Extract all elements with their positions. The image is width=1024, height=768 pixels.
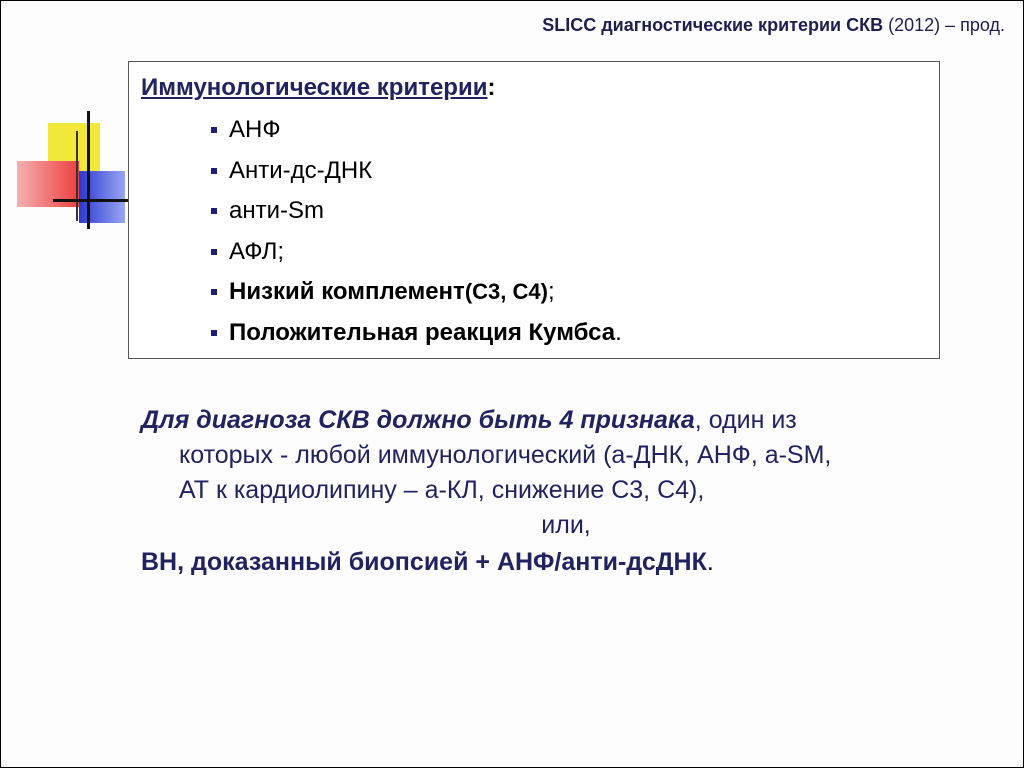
bullet-icon — [211, 289, 217, 295]
slide-title-rest: (2012) – прод. — [883, 15, 1005, 35]
logo-blue-square — [79, 171, 125, 223]
note-emphasis: Для диагноза СКВ должно быть 4 признака — [141, 406, 695, 434]
criteria-item-text: Положительная реакция Кумбса — [229, 318, 616, 346]
logo-thin-line — [76, 131, 78, 221]
slide-title — [542, 15, 1005, 36]
list-item — [211, 272, 622, 313]
bullet-icon — [211, 127, 217, 133]
note-line-1 — [141, 403, 961, 438]
list-item — [211, 110, 622, 151]
list-item — [211, 232, 622, 273]
criteria-item-text: анти-Sm — [229, 197, 324, 225]
criteria-item-tail: . — [615, 318, 622, 346]
criteria-item-text: Низкий комплемент — [229, 278, 465, 306]
criteria-item-subtext: (С3, С4) — [464, 279, 548, 305]
criteria-heading-text: Иммунологические критерии — [141, 74, 488, 101]
note-line-1-rest: , один из — [694, 406, 797, 434]
note-line-3: АТ к кардиолипину – а-КЛ, снижение С3, С4), — [179, 476, 705, 504]
bullet-icon — [211, 249, 217, 255]
logo-horizontal-line — [53, 199, 129, 202]
criteria-list — [211, 110, 622, 353]
list-item — [211, 313, 622, 354]
note-final-tail: . — [706, 548, 714, 576]
note-final-text: ВН, доказанный биопсией + АНФ/анти-дсДНК — [141, 548, 707, 576]
criteria-item-tail: ; — [547, 278, 555, 306]
bullet-icon — [211, 208, 217, 214]
criteria-item-text: АНФ — [229, 116, 281, 144]
diagnosis-note — [141, 403, 961, 580]
slide-title-bold: SLICC диагностические критерии СКВ — [542, 15, 884, 35]
logo-vertical-line — [87, 111, 90, 229]
criteria-heading-colon: : — [487, 74, 496, 101]
list-item — [211, 151, 622, 192]
criteria-item-text: Анти-дс-ДНК — [229, 156, 373, 184]
bullet-icon — [211, 168, 217, 174]
criteria-heading — [141, 74, 495, 102]
note-or: или, — [541, 511, 591, 539]
note-line-2: которых - любой иммунологический (а-ДНК, АНФ, а-SM, — [179, 441, 832, 469]
criteria-item-text: АФЛ; — [229, 237, 285, 265]
list-item — [211, 191, 622, 232]
note-final — [141, 545, 961, 580]
decorative-logo-icon — [1, 1, 141, 241]
bullet-icon — [211, 330, 217, 336]
criteria-box — [128, 61, 940, 359]
